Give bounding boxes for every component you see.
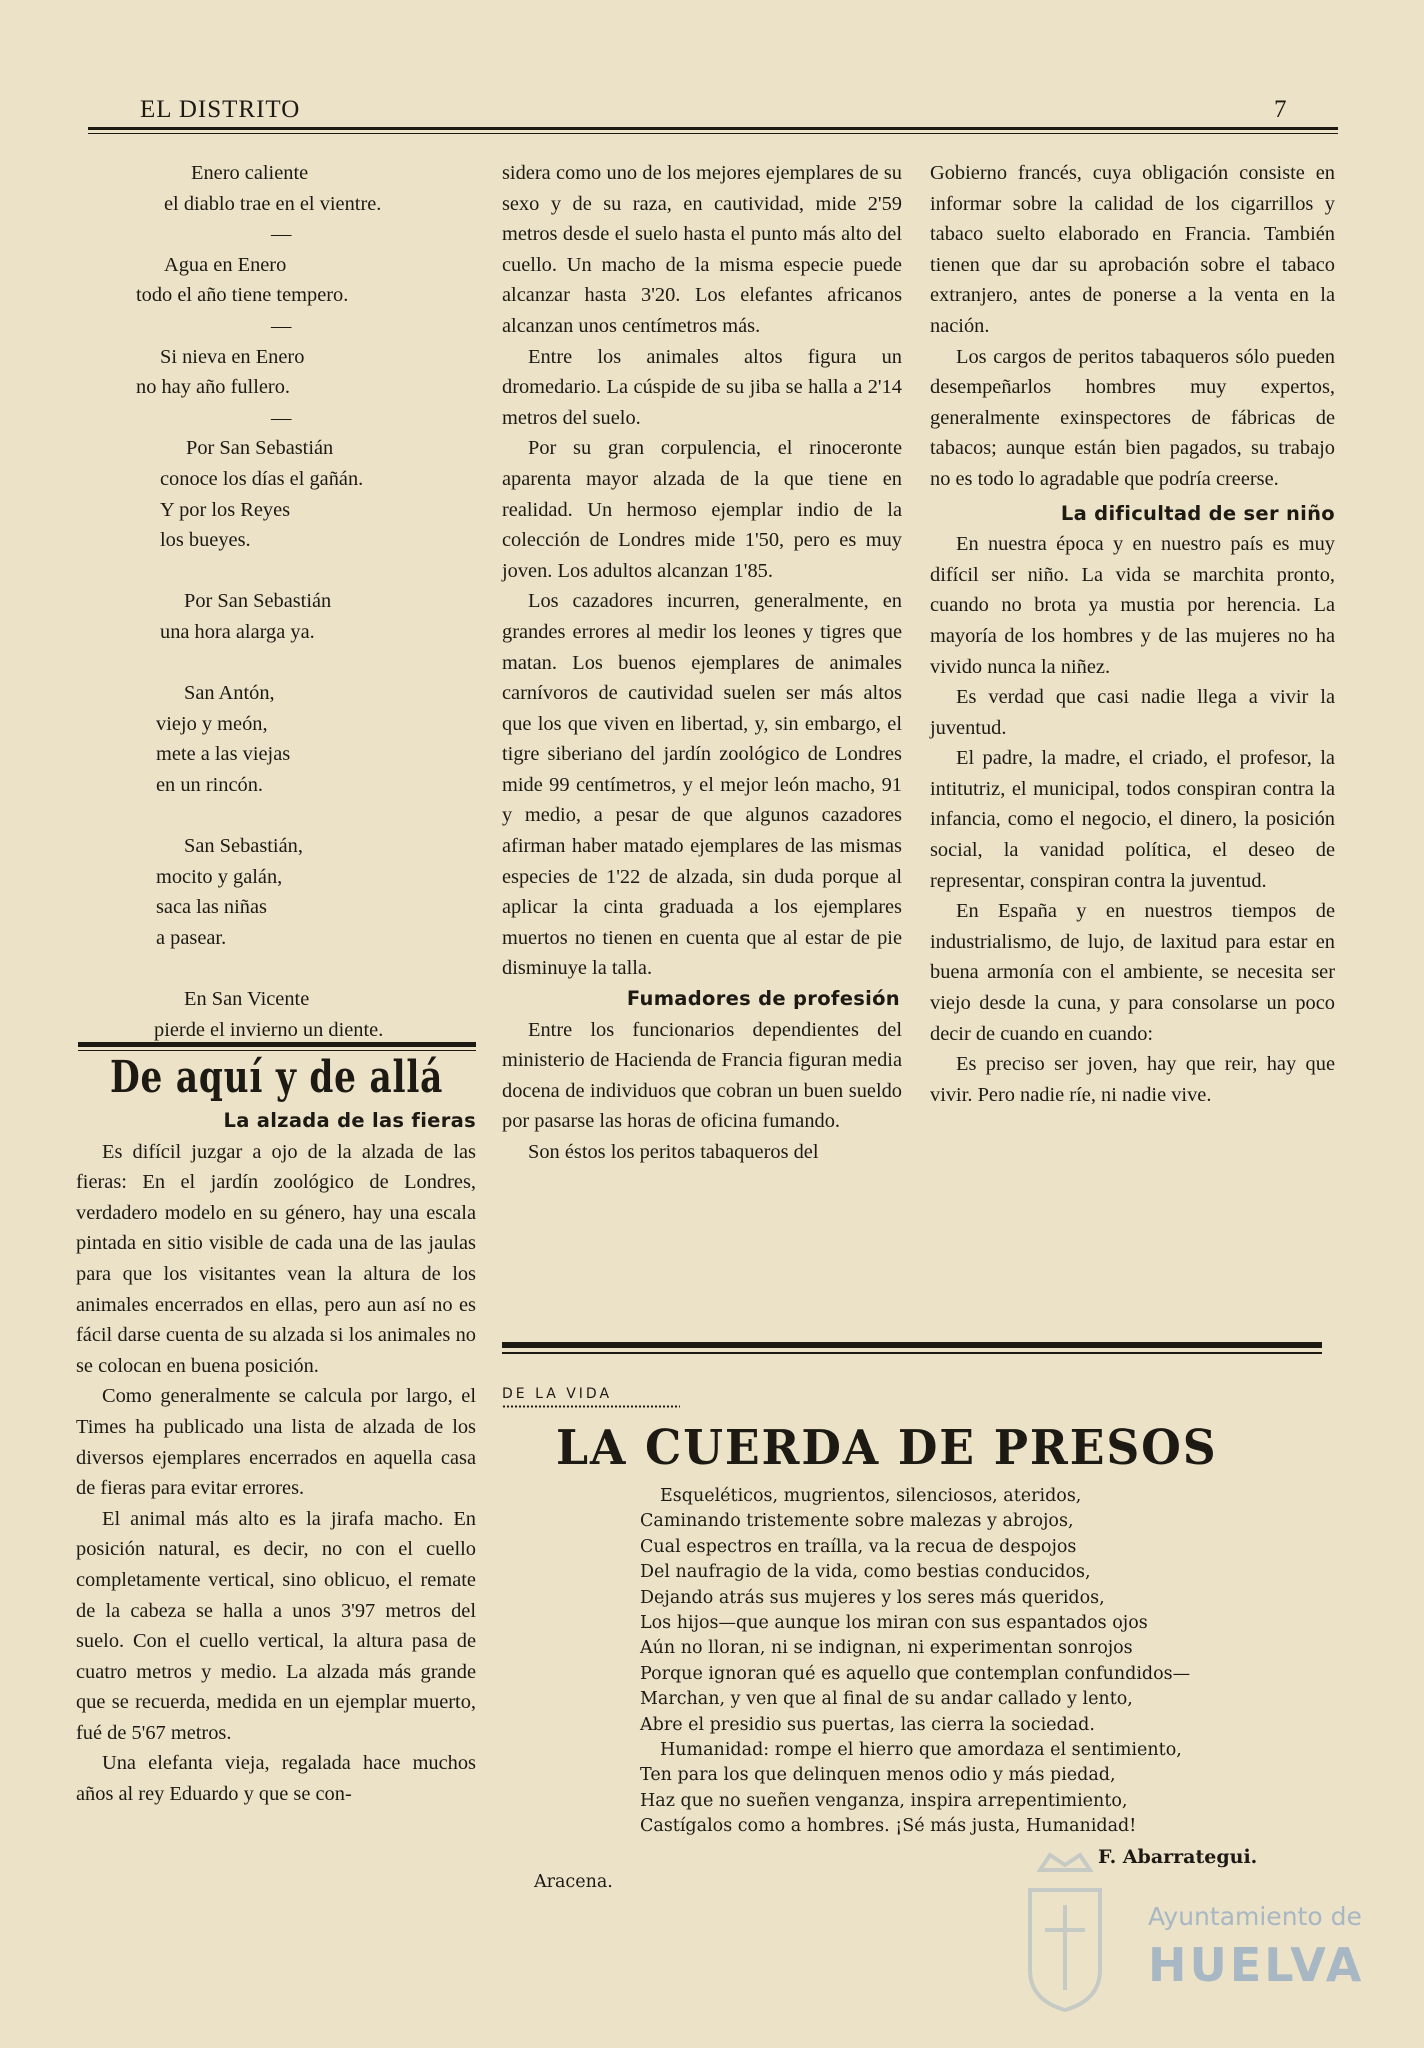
verse-line: saca las niñas	[156, 896, 267, 919]
verse-line: mete a las viejas	[156, 743, 291, 766]
poem-line: Castígalos como a hombres. ¡Sé más justa, Humanidad!	[640, 1816, 1137, 1837]
paragraph: Una elefanta vieja, regalada hace muchos años al rey Eduardo y que se con-	[76, 1752, 476, 1806]
header-rule	[88, 127, 1338, 130]
kicker-dotted-rule	[502, 1405, 680, 1408]
verse-line: pierde el invierno un diente.	[154, 1018, 384, 1041]
poem-signature: F. Abarrategui.	[1098, 1846, 1258, 1868]
paragraph: El animal más alto es la jirafa macho. En posición natural, es decir, no con el cuello completamente vertical, sino oblicuo, el remate de la cabeza se halla a unos 3'97 metros del suelo. Con el cuello vertical, la altura pasa de cuatro metros y medio. La alzada más grande que se recuerda, medida en un ejemplar muerto, fué de 5'67 metros.	[76, 1507, 476, 1744]
paragraph: Es preciso ser joven, hay que reir, hay que vivir. Pero nadie ríe, ni nadie vive.	[930, 1053, 1335, 1106]
paragraph: Los cargos de peritos tabaqueros sólo pueden desempeñarlos hombres muy expertos, generalmente exinspectores de fábricas de tabacos; aunque están bien pagados, su trabajo no es todo lo agradable que podría creerse.	[930, 345, 1335, 490]
verse-line: mocito y galán,	[156, 865, 283, 888]
poem-line: Porque ignoran qué es aquello que contemplan confundidos—	[640, 1663, 1191, 1684]
paragraph: Son éstos los peritos tabaqueros del	[528, 1141, 819, 1163]
verse-line: viejo y meón,	[156, 712, 268, 735]
page-number: 7	[1274, 96, 1287, 123]
poem-kicker: DE LA VIDA	[502, 1386, 613, 1402]
paragraph: Es difícil juzgar a ojo de la alzada de las fieras: En el jardín zoológico de Londres, verdadero modelo en su género, hay una escala pintada en sitio visible de cada una de las jaulas para que los visitantes vean la altura de los animales encerrados en ellas, pero aun así no es fácil darse cuenta de su alzada si los animales no se colocan en buena posición.	[76, 1140, 476, 1377]
poem-line: Aún no lloran, ni se indignan, ni experimentan sonrojos	[640, 1638, 1133, 1659]
verse-separator: —	[271, 314, 292, 337]
verse-line: Por San Sebastián	[186, 437, 334, 460]
poem-line: Del naufragio de la vida, como bestias conducidos,	[640, 1562, 1091, 1583]
paragraph: Gobierno francés, cuya obligación consiste en informar sobre la calidad de los cigarrillos y tabaco suelto elaborado en Francia. También tienen que dar su aprobación sobre el tabaco extranjero, antes de ponerse a la venta en la nación.	[930, 162, 1335, 337]
header-rule-thin	[88, 133, 1338, 134]
poem-place: Aracena.	[534, 1872, 613, 1892]
watermark-crest-icon	[1010, 1850, 1350, 2020]
paragraph: En España y en nuestros tiempos de industrialismo, de lujo, de laxitud para estar en buena armonía con el ambiente, se necesita ser viejo desde la cuna, y para consolarse un poco decir de cuando en cuando:	[930, 900, 1335, 1045]
section-title: De aquí y de allá	[110, 1052, 444, 1103]
watermark-text: HUELVA	[1148, 1938, 1365, 1992]
verse-line: En San Vicente	[184, 988, 310, 1011]
verse-line: a pasear.	[156, 926, 227, 949]
paragraph: El padre, la madre, el criado, el profesor, la intitutriz, el municipal, todos conspiran contra la infancia, como el negocio, el dinero, la posición social, la vanidad política, el deseo de representar, conspiran contra la juventud.	[930, 747, 1335, 892]
article-heading: La alzada de las fieras	[223, 1109, 476, 1132]
right-column	[930, 158, 1335, 1110]
verse-line: los bueyes.	[160, 529, 251, 552]
paragraph: En nuestra época y en nuestro país es muy difícil ser niño. La vida se marchita pronto, cuando no brota ya mustia por herencia. La mayoría de los hombres y de las mujeres no ha vivido nunca la niñez.	[930, 533, 1335, 678]
section-rule	[78, 1042, 476, 1047]
poem-line: Dejando atrás sus mujeres y los seres más queridos,	[640, 1587, 1105, 1608]
verse-line: conoce los días el gañán.	[160, 467, 364, 490]
alzada-article	[76, 1106, 476, 1810]
poem-line: Marchan, y ven que al final de su andar callado y lento,	[640, 1689, 1133, 1710]
paragraph: Los cazadores incurren, generalmente, en grandes errores al medir los leones y tigres que matan. Los buenos ejemplares de animales carnívoros de cautividad suelen ser más altos que los que viven en libertad, y, sin embargo, el tigre siberiano del jardín zoológico de Londres mide 99 centímetros, y el mejor león macho, 91 y medio, a pesar de que algunos cazadores afirman haber matado ejemplares de las mismas especies de 1'22 de alzada, sin duda porque al aplicar la cinta graduada a los ejemplares muertos no tienen en cuenta que al estar de pie disminuye la talla.	[502, 590, 902, 980]
paragraph: sidera como uno de los mejores ejemplares de su sexo y de su raza, en cautividad, mide 2'59 metros desde el suelo hasta el punto más alto del cuello. Un macho de la misma especie puede alcanzar hasta 3'20. Los elefantes africanos alcanzan unos centímetros más.	[502, 162, 902, 337]
article-heading: La dificultad de ser niño	[1060, 501, 1335, 525]
watermark-text: Ayuntamiento de	[1148, 1902, 1362, 1931]
verse-line: en un rincón.	[156, 773, 264, 796]
verse-line: no hay año fullero.	[136, 376, 291, 399]
paragraph: Como generalmente se calcula por largo, el Times ha publicado una lista de alzada de los diversos ejemplares encerrados en aquella casa de fieras para evitar errores.	[76, 1385, 476, 1500]
verse-separator: —	[271, 223, 292, 246]
poem-line: Cual espectros en traílla, va la recua de despojos	[640, 1536, 1077, 1557]
poem-line: Esqueléticos, mugrientos, silenciosos, ateridos,	[660, 1486, 1082, 1506]
poem-line: Humanidad: rompe el hierro que amordaza el sentimiento,	[660, 1740, 1182, 1761]
verse-line: Si nieva en Enero	[160, 345, 305, 368]
verse-line: Y por los Reyes	[160, 498, 291, 521]
poem-line: Ten para los que delinquen menos odio y más piedad,	[640, 1765, 1116, 1786]
poem-rule-thin	[502, 1352, 1322, 1354]
verse-line: San Sebastián,	[184, 835, 303, 858]
poem-line: Caminando tristemente sobre malezas y abrojos,	[640, 1511, 1074, 1532]
running-head: EL DISTRITO	[140, 96, 301, 123]
paragraph: Entre los funcionarios dependientes del ministerio de Hacienda de Francia figuran media docena de individuos que cobran un buen sueldo por pasarse las horas de oficina fumando.	[502, 1018, 902, 1133]
middle-column	[502, 158, 902, 1168]
refranes-column	[76, 158, 476, 1045]
poem-body	[640, 1484, 1190, 1840]
poem-line: Los hijos—que aunque los miran con sus espantados ojos	[640, 1613, 1148, 1634]
poem-title: LA CUERDA DE PRESOS	[556, 1420, 1218, 1476]
paragraph: Es verdad que casi nadie llega a vivir la juventud.	[930, 686, 1335, 739]
section-rule-thin	[78, 1050, 476, 1051]
poem-line: Haz que no sueñen venganza, inspira arrepentimiento,	[640, 1790, 1128, 1811]
paragraph: Entre los animales altos figura un dromedario. La cúspide de su jiba se halla a 2'14 metros del suelo.	[502, 345, 902, 429]
verse-line: Por San Sebastián	[184, 590, 332, 613]
verse-line: Enero caliente	[191, 162, 309, 184]
article-heading: Fumadores de profesión	[626, 987, 900, 1011]
paragraph: Por su gran corpulencia, el rinoceronte aparenta mayor alzada de la que tiene en realidad. Un hermoso ejemplar indio de la colección de Londres mide 1'50, pero es muy joven. Los adultos alcanzan 1'85.	[502, 437, 902, 582]
verse-separator: —	[271, 406, 292, 429]
verse-line: todo el año tiene tempero.	[136, 284, 349, 307]
poem-line: Abre el presidio sus puertas, las cierra la sociedad.	[640, 1714, 1095, 1735]
verse-line: Agua en Enero	[164, 253, 287, 276]
verse-line: una hora alarga ya.	[160, 620, 315, 643]
poem-rule	[502, 1342, 1322, 1348]
verse-line: San Antón,	[184, 682, 275, 705]
verse-line: el diablo trae en el vientre.	[164, 192, 382, 215]
